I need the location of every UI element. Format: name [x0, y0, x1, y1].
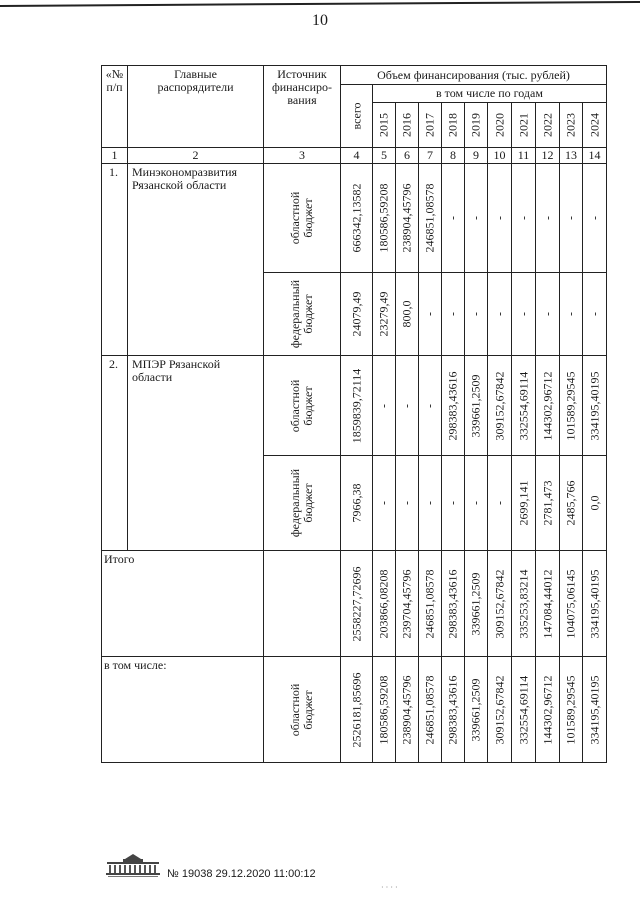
row-2-line-1-value-7 — [512, 356, 536, 456]
row-2-line-2-value-6-text: - — [492, 501, 506, 505]
header-total: всего — [341, 85, 373, 148]
year-2024 — [583, 103, 607, 148]
including-label: в том числе: — [102, 657, 264, 763]
row-1-line-2-value-1-text: 23279,49 — [376, 291, 391, 337]
total-value-6 — [488, 551, 512, 657]
row-1-line-2-value-10 — [583, 273, 607, 356]
year-2021 — [512, 103, 536, 148]
row-2-line-2-value-5 — [465, 456, 488, 551]
row-2-line-2-value-2 — [396, 456, 419, 551]
year-2016 — [396, 103, 419, 148]
row-2-line-2-value-0-text: 7966,38 — [349, 483, 363, 523]
year-2018-text: 2018 — [445, 113, 460, 137]
row-1-line-1-value-10 — [583, 164, 607, 273]
including-value-8-text: 144302,96712 — [540, 675, 554, 744]
column-number: 2 — [128, 148, 264, 164]
including-value-8 — [536, 657, 560, 763]
total-value-4-text: 298383,43616 — [445, 569, 460, 638]
row-1-line-2-value-3 — [419, 273, 442, 356]
column-number: 11 — [512, 148, 536, 164]
year-2020-text: 2020 — [492, 113, 506, 137]
row-1-source-1-line2: бюджет — [301, 198, 315, 238]
column-number: 8 — [442, 148, 465, 164]
total-value-4 — [442, 551, 465, 657]
year-2023 — [560, 103, 583, 148]
row-2-line-1-value-6 — [488, 356, 512, 456]
year-2015 — [373, 103, 396, 148]
row-1-line-1-value-6 — [488, 164, 512, 273]
row-1-line-2-value-5 — [465, 273, 488, 356]
header-volume: Объем финансирования (тыс. рублей) — [341, 66, 607, 85]
total-value-3 — [419, 551, 442, 657]
row-1-distributor: Минэкономразвития Рязанской области — [128, 164, 264, 356]
header-distributors: Главные распорядители — [128, 66, 264, 148]
year-2019 — [465, 103, 488, 148]
year-2017 — [419, 103, 442, 148]
total-value-0 — [341, 551, 373, 657]
row-2-line-1-value-8 — [536, 356, 560, 456]
year-2016-text: 2016 — [399, 113, 414, 137]
including-source-line1: областной — [288, 683, 302, 736]
row-2-line-2-value-3 — [419, 456, 442, 551]
row-2-line-2-value-0 — [341, 456, 373, 551]
page-number: 10 — [312, 12, 328, 29]
year-2019-text: 2019 — [468, 113, 483, 137]
row-1-line-1-value-8 — [536, 164, 560, 273]
row-1-line-1-value-3-text: 246851,08578 — [422, 183, 437, 253]
row-2-line-2-value-5-text: - — [468, 501, 483, 505]
row-2-line-2-value-10 — [583, 456, 607, 551]
row-2-line-2-value-10-text: 0,0 — [587, 495, 601, 511]
column-number: 12 — [536, 148, 560, 164]
row-2-line-1-value-6-text: 309152,67842 — [492, 371, 506, 440]
including-value-9 — [560, 657, 583, 763]
including-value-0 — [341, 657, 373, 763]
including-value-5 — [465, 657, 488, 763]
row-2-line-2-value-7 — [512, 456, 536, 551]
row-1-line-1-value-4 — [442, 164, 465, 273]
row-2-line-2-value-7-text: 2699,141 — [516, 480, 530, 526]
row-2-line-1-value-9 — [560, 356, 583, 456]
column-number: 14 — [583, 148, 607, 164]
row-1-line-1-value-8-text: - — [540, 216, 554, 220]
column-number: 5 — [373, 148, 396, 164]
row-2-line-2-value-6 — [488, 456, 512, 551]
row-1-line-1-value-1-text: 180586,59208 — [376, 183, 391, 253]
row-1-line-2-value-8-text: - — [540, 312, 554, 316]
row-2-line-1-value-2-text: - — [399, 403, 414, 408]
row-2-line-2-value-4 — [442, 456, 465, 551]
column-number: 6 — [396, 148, 419, 164]
row-2-line-1-value-10 — [583, 356, 607, 456]
row-2-line-1-value-9-text: 101589,29545 — [563, 371, 578, 440]
row-2-line-1-value-4-text: 298383,43616 — [445, 371, 460, 440]
including-source-text — [289, 683, 315, 736]
row-2-number: 2. — [102, 356, 128, 551]
row-1-line-2-value-1 — [373, 273, 396, 356]
row-1-line-1-value-5-text: - — [468, 216, 483, 220]
row-1-line-2-value-5-text: - — [468, 312, 483, 316]
registration-stamp: № 19038 29.12.2020 11:00:12 — [167, 868, 316, 880]
header-by-years: в том числе по годам — [373, 85, 607, 103]
including-source — [264, 657, 341, 763]
financing-table — [101, 65, 607, 763]
total-value-0-text: 2558227,72696 — [349, 566, 363, 641]
total-value-10 — [583, 551, 607, 657]
row-2-source-2-text — [289, 469, 315, 537]
top-scan-line — [0, 0, 640, 10]
row-2-line-1-value-10-text: 334195,40195 — [587, 371, 601, 440]
column-number: 1 — [102, 148, 128, 164]
row-1-line-1-value-1 — [373, 164, 396, 273]
row-2-source-1-text — [289, 379, 315, 432]
row-1-line-1-value-7-text: - — [516, 216, 530, 220]
row-1-line-1-value-0 — [341, 164, 373, 273]
row-2-line-2-value-1 — [373, 456, 396, 551]
row-2-line-1-value-2 — [396, 356, 419, 456]
row-1-line-2-value-4 — [442, 273, 465, 356]
total-value-1 — [373, 551, 396, 657]
row-2-line-1-value-3-text: - — [422, 403, 437, 408]
row-1-line-2-value-7 — [512, 273, 536, 356]
including-value-1-text: 180586,59208 — [376, 675, 391, 744]
row-1-number: 1. — [102, 164, 128, 356]
total-value-8 — [536, 551, 560, 657]
column-number: 9 — [465, 148, 488, 164]
row-1-line-2-value-2 — [396, 273, 419, 356]
total-label: Итого — [102, 551, 264, 657]
total-value-5-text: 339661,2509 — [468, 572, 483, 635]
including-value-9-text: 101589,29545 — [563, 675, 578, 744]
including-value-4 — [442, 657, 465, 763]
total-value-6-text: 309152,67842 — [492, 569, 506, 638]
row-1-line-2-value-4-text: - — [445, 312, 460, 316]
building-logo-icon — [105, 853, 161, 879]
row-2-line-1-value-1-text: - — [376, 403, 391, 408]
row-1-line-1-value-7 — [512, 164, 536, 273]
including-value-7 — [512, 657, 536, 763]
row-1-source-1-line1: областной — [288, 191, 302, 245]
row-2-source-1 — [264, 356, 341, 456]
year-2015-text: 2015 — [376, 113, 391, 137]
row-2-source-2-line2: бюджет — [301, 483, 315, 523]
row-2-line-2-value-4-text: - — [445, 501, 460, 505]
year-2017-text: 2017 — [422, 113, 437, 137]
row-2-line-1-value-3 — [419, 356, 442, 456]
row-1-source-2 — [264, 273, 341, 356]
including-value-2-text: 238904,45796 — [399, 675, 414, 744]
row-1-source-2-text — [289, 280, 315, 348]
row-1-line-2-value-10-text: - — [587, 312, 601, 316]
row-2-line-2-value-1-text: - — [376, 501, 391, 505]
row-2-line-1-value-8-text: 144302,96712 — [540, 371, 554, 440]
row-1-line-2-value-9-text: - — [563, 312, 578, 316]
total-value-2 — [396, 551, 419, 657]
including-source-line2: бюджет — [301, 689, 315, 730]
row-1-line-2-value-9 — [560, 273, 583, 356]
including-value-3-text: 246851,08578 — [422, 675, 437, 744]
header-source: Источник финансиро-вания — [264, 66, 341, 148]
column-number: 10 — [488, 148, 512, 164]
column-number: 7 — [419, 148, 442, 164]
including-value-5-text: 339661,2509 — [468, 678, 483, 741]
year-2022-text: 2022 — [540, 113, 554, 137]
row-1-line-1-value-9-text: - — [563, 216, 578, 220]
row-1-line-1-value-0-text: 666342,13582 — [349, 183, 363, 253]
total-value-8-text: 147084,44012 — [540, 569, 554, 638]
row-2-source-1-line2: бюджет — [301, 385, 315, 426]
including-value-2 — [396, 657, 419, 763]
including-value-10-text: 334195,40195 — [587, 675, 601, 744]
including-value-10 — [583, 657, 607, 763]
row-2-line-1-value-4 — [442, 356, 465, 456]
row-2-line-1-value-0 — [341, 356, 373, 456]
total-value-3-text: 246851,08578 — [422, 569, 437, 638]
row-1-source-1-text — [289, 192, 315, 245]
row-2-line-1-value-5 — [465, 356, 488, 456]
total-value-9-text: 104075,06145 — [563, 569, 578, 638]
total-value-7 — [512, 551, 536, 657]
year-2022 — [536, 103, 560, 148]
total-value-7-text: 335253,83214 — [516, 569, 530, 638]
row-1-line-1-value-4-text: - — [445, 216, 460, 220]
including-value-6 — [488, 657, 512, 763]
year-2020 — [488, 103, 512, 148]
row-1-line-1-value-3 — [419, 164, 442, 273]
row-1-line-2-value-6-text: - — [492, 312, 506, 316]
including-value-3 — [419, 657, 442, 763]
including-value-0-text: 2526181,85696 — [349, 672, 363, 747]
year-2024-text: 2024 — [587, 113, 601, 137]
row-1-line-1-value-5 — [465, 164, 488, 273]
column-number: 13 — [560, 148, 583, 164]
total-value-2-text: 239704,45796 — [399, 569, 414, 638]
row-1-line-1-value-9 — [560, 164, 583, 273]
year-2021-text: 2021 — [516, 113, 530, 137]
row-1-line-2-value-2-text: 800,0 — [399, 300, 414, 328]
including-value-7-text: 332554,69114 — [516, 675, 530, 744]
row-1-line-1-value-10-text: - — [587, 216, 601, 220]
row-2-line-2-value-8-text: 2781,473 — [540, 480, 554, 526]
row-2-source-1-line1: областной — [288, 379, 302, 432]
row-2-line-2-value-3-text: - — [422, 501, 437, 505]
total-value-1-text: 203866,08208 — [376, 569, 391, 638]
row-2-line-2-value-8 — [536, 456, 560, 551]
total-value-9 — [560, 551, 583, 657]
row-1-line-1-value-2-text: 238904,45796 — [399, 183, 414, 253]
row-1-line-2-value-3-text: - — [422, 312, 437, 316]
row-2-source-2 — [264, 456, 341, 551]
year-2018 — [442, 103, 465, 148]
row-1-source-2-line1: федеральный — [288, 279, 302, 349]
row-2-source-2-line1: федеральный — [288, 468, 302, 538]
row-2-line-1-value-5-text: 339661,2509 — [468, 374, 483, 437]
row-1-source-1 — [264, 164, 341, 273]
column-number: 3 — [264, 148, 341, 164]
year-2023-text: 2023 — [563, 113, 578, 137]
row-2-line-1-value-7-text: 332554,69114 — [516, 371, 530, 440]
total-value-10-text: 334195,40195 — [587, 569, 601, 638]
row-2-line-2-value-9 — [560, 456, 583, 551]
row-1-line-1-value-2 — [396, 164, 419, 273]
row-1-source-2-line2: бюджет — [301, 294, 315, 334]
total-source — [264, 551, 341, 657]
column-number: 4 — [341, 148, 373, 164]
row-1-line-1-value-6-text: - — [492, 216, 506, 220]
row-1-line-2-value-0-text: 24079,49 — [349, 291, 363, 337]
including-value-4-text: 298383,43616 — [445, 675, 460, 744]
total-value-5 — [465, 551, 488, 657]
row-2-line-1-value-1 — [373, 356, 396, 456]
row-2-line-1-value-0-text: 1859839,72114 — [349, 368, 363, 443]
row-2-line-2-value-9-text: 2485,766 — [563, 480, 578, 526]
row-1-line-2-value-7-text: - — [516, 312, 530, 316]
row-1-line-2-value-8 — [536, 273, 560, 356]
row-1-line-2-value-0 — [341, 273, 373, 356]
row-1-line-2-value-6 — [488, 273, 512, 356]
header-num: «№ п/п — [102, 66, 128, 148]
footer-dots: · · · · — [381, 883, 398, 892]
including-value-1 — [373, 657, 396, 763]
row-2-line-2-value-2-text: - — [399, 501, 414, 505]
row-2-distributor: МПЭР Рязанской области — [128, 356, 264, 551]
including-value-6-text: 309152,67842 — [492, 675, 506, 744]
